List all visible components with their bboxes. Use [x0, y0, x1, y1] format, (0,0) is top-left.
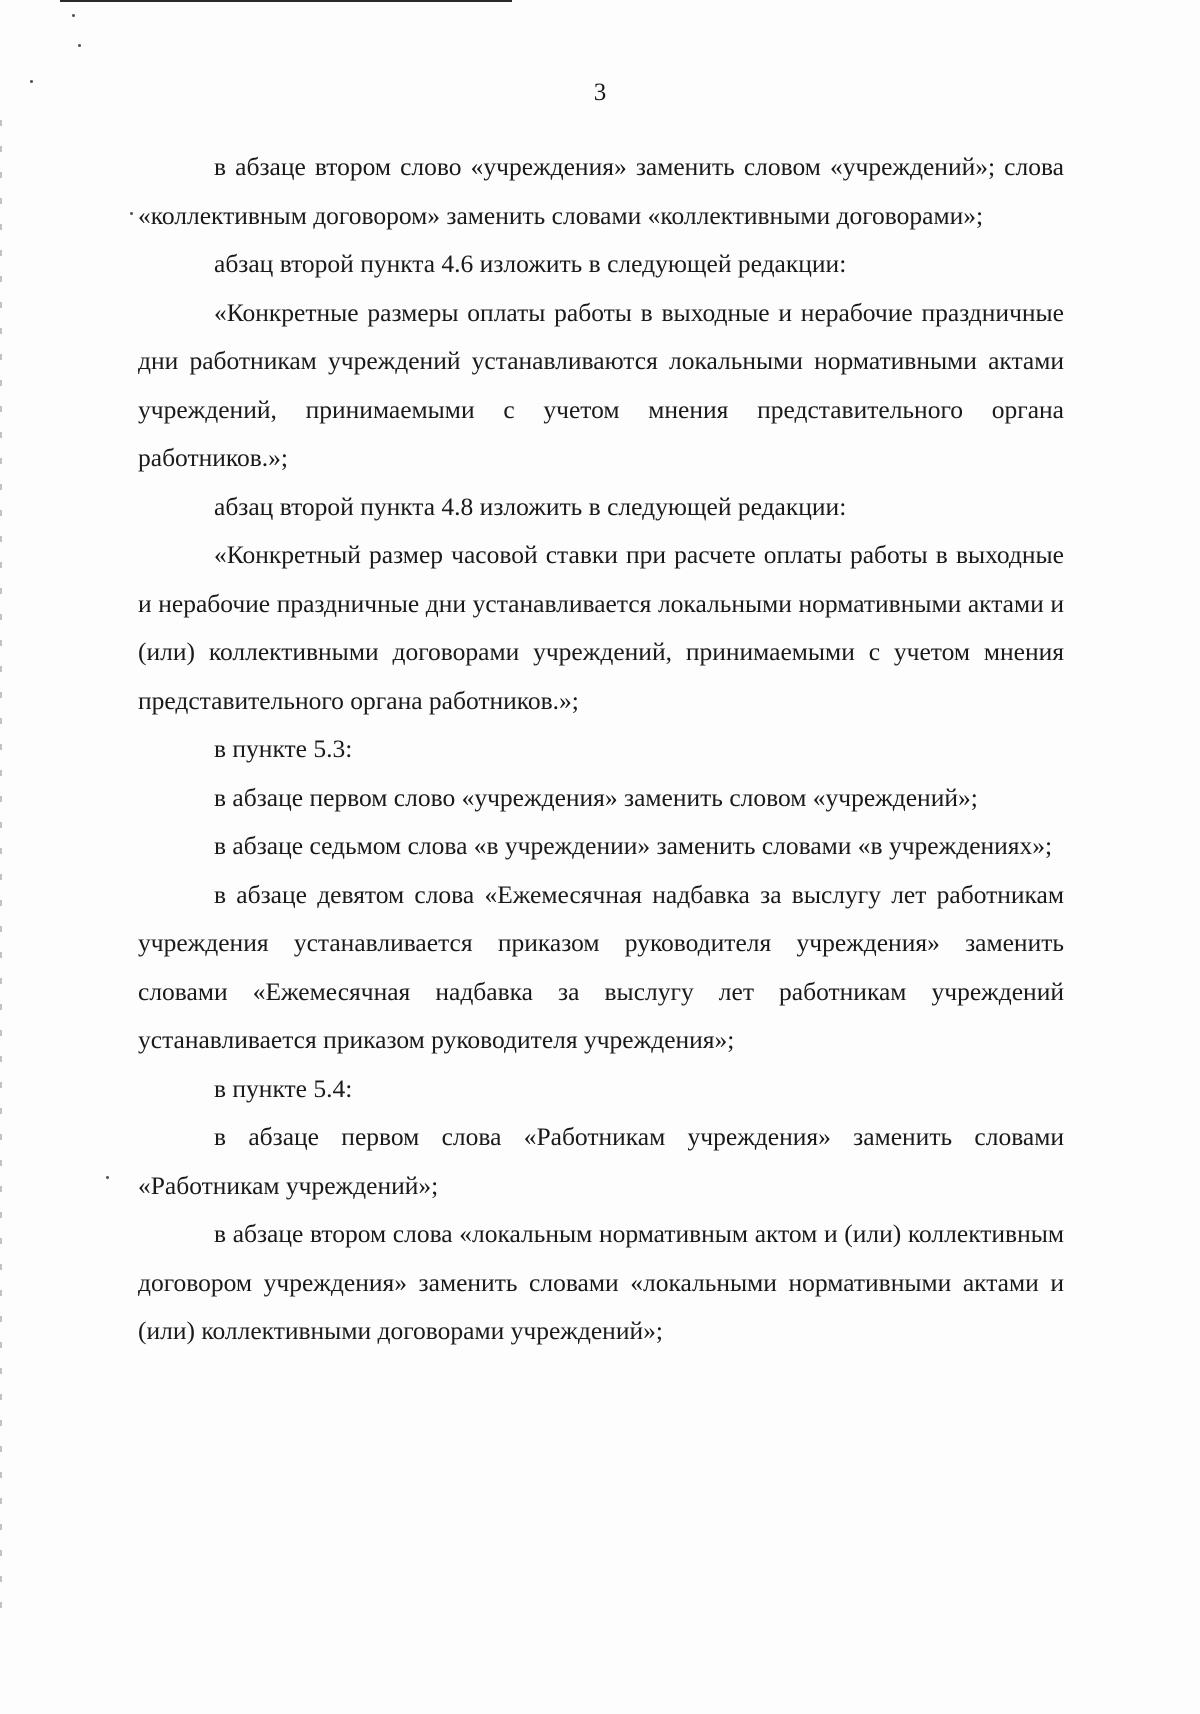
paragraph-4: абзац второй пункта 4.8 изложить в следующей редакции:	[214, 491, 847, 521]
scan-speck	[106, 1176, 109, 1179]
scan-edge-mark	[0, 120, 2, 1620]
paragraph-2: абзац второй пункта 4.6 изложить в следующей редакции:	[214, 249, 847, 278]
scan-speck	[72, 14, 75, 17]
top-border-line	[60, 0, 512, 2]
paragraph-12: в абзаце втором слова «локальным нормативным актом и (или) коллективным договором учреждения» заменить словами «локальными нормативными актами и (или) коллективными договорами учреждений»;	[138, 1219, 1064, 1345]
scan-speck	[130, 212, 133, 215]
paragraph-10: в пункте 5.4:	[214, 1073, 353, 1103]
paragraph-11: в абзаце первом слова «Работникам учреждения» заменить словами «Работникам учреждений»;	[138, 1122, 1064, 1200]
scan-speck	[78, 44, 81, 47]
paragraph-9: в абзаце девятом слова «Ежемесячная надбавка за выслугу лет работникам учреждения устанавливается приказом руководителя учреждения» заменить словами «Ежемесячная надбавка за выслугу лет работникам учреждений устанавливается приказом руководителя учреждения»;	[138, 879, 1064, 1054]
page-number: 3	[593, 79, 607, 106]
paragraph-5: «Конкретный размер часовой ставки при расчете оплаты работы в выходные и нерабочие праздничные дни устанавливается локальными нормативными актами и (или) коллективными договорами учреждений, принимаемыми с учетом мнения представительного органа работников.»;	[138, 540, 1064, 715]
paragraph-6: в пункте 5.3:	[214, 734, 353, 763]
paragraph-7: в абзаце первом слово «учреждения» заменить словом «учреждений»;	[214, 782, 978, 812]
paragraph-1: в абзаце втором слово «учреждения» заменить словом «учреждений»; слова «коллективным договором» заменить словами «коллективными договорами»;	[138, 152, 1064, 230]
paragraph-8: в абзаце седьмом слова «в учреждении» заменить словами «в учреждениях»;	[214, 831, 1053, 860]
document-body	[138, 143, 1064, 1356]
paragraph-3: «Конкретные размеры оплаты работы в выходные и нерабочие праздничные дни работникам учреждений устанавливаются локальными нормативными актами учреждений, принимаемыми с учетом мнения представительного органа работников.»;	[138, 297, 1064, 472]
